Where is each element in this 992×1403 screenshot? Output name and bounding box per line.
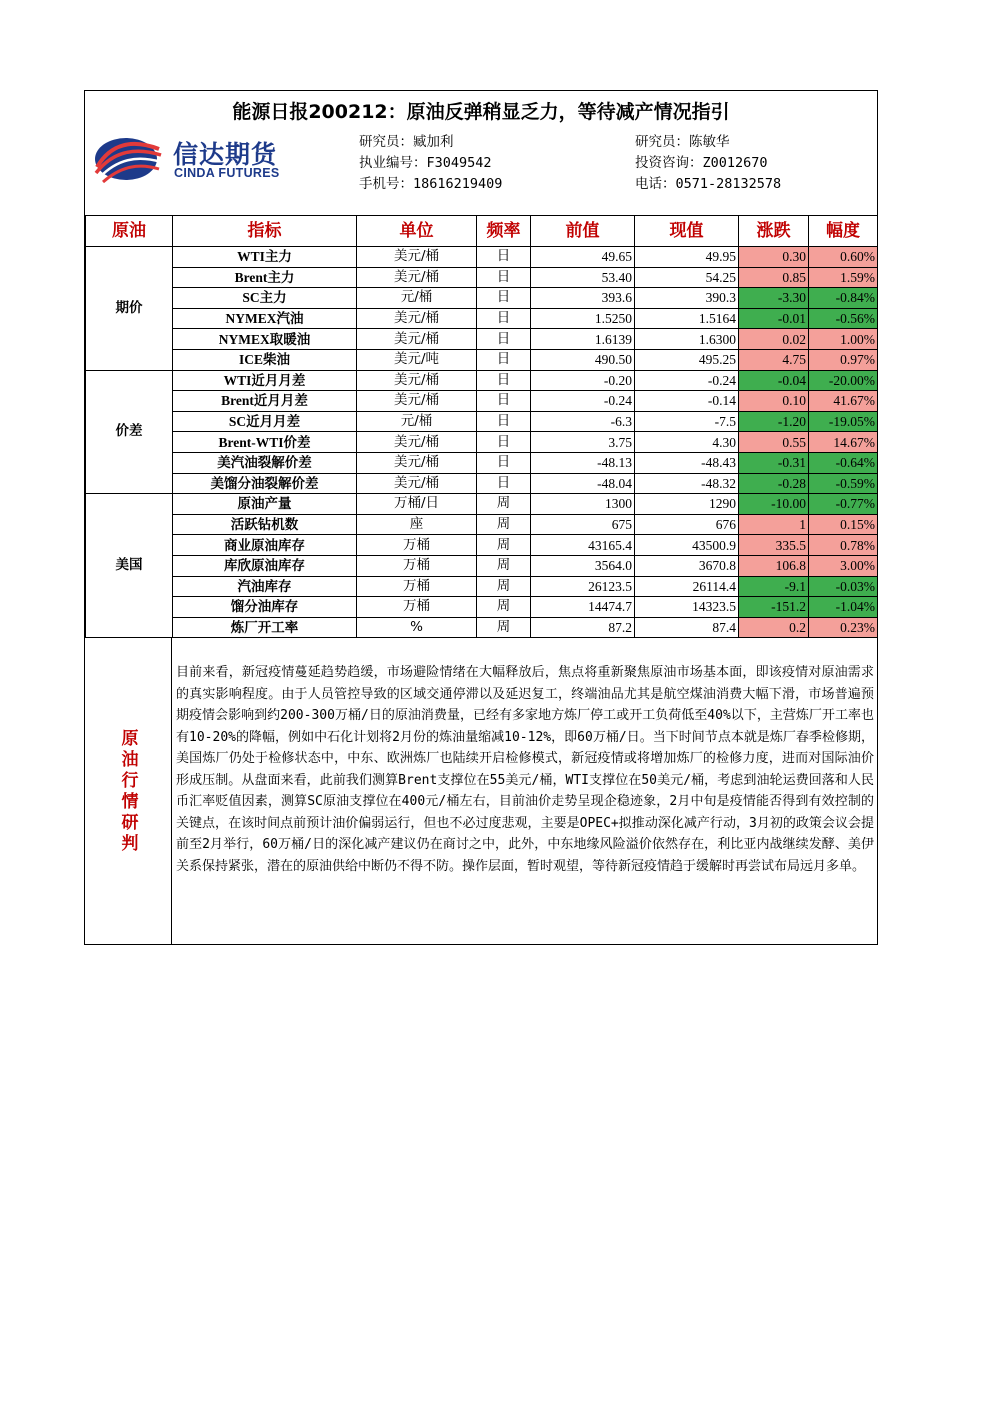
column-header: 现值 <box>635 216 739 247</box>
previous-value: 49.65 <box>531 247 635 268</box>
previous-value: -48.13 <box>531 452 635 473</box>
cinda-logo <box>93 133 303 183</box>
cinda-logo-icon <box>93 133 163 185</box>
change-percent: 1.59% <box>809 267 878 288</box>
current-value: 390.3 <box>635 288 739 309</box>
frequency-cell: 日 <box>477 288 531 309</box>
analyst-license: 投资咨询：Z0012670 <box>635 155 768 171</box>
change-percent: 0.60% <box>809 247 878 268</box>
table-row <box>86 473 878 494</box>
change-percent: 0.23% <box>809 617 878 638</box>
table-row <box>86 597 878 618</box>
previous-value: 87.2 <box>531 617 635 638</box>
previous-value: -0.24 <box>531 391 635 412</box>
unit-cell: 美元/桶 <box>357 308 477 329</box>
current-value: 4.30 <box>635 432 739 453</box>
analyst-phone: 手机号：18616219409 <box>359 176 503 192</box>
unit-cell: 美元/吨 <box>357 349 477 370</box>
change-percent: -0.56% <box>809 308 878 329</box>
unit-cell: 美元/桶 <box>357 473 477 494</box>
unit-cell: 座 <box>357 514 477 535</box>
unit-cell: 万桶 <box>357 597 477 618</box>
change-percent: -19.05% <box>809 411 878 432</box>
frequency-cell: 日 <box>477 473 531 494</box>
frequency-cell: 日 <box>477 411 531 432</box>
unit-cell: 美元/桶 <box>357 329 477 350</box>
table-row <box>86 432 878 453</box>
indicator-name: 美馏分油裂解价差 <box>173 473 357 494</box>
change-percent: -0.64% <box>809 452 878 473</box>
previous-value: 675 <box>531 514 635 535</box>
table-row <box>86 267 878 288</box>
previous-value: 490.50 <box>531 349 635 370</box>
current-value: 676 <box>635 514 739 535</box>
previous-value: 393.6 <box>531 288 635 309</box>
frequency-cell: 周 <box>477 555 531 576</box>
current-value: 43500.9 <box>635 535 739 556</box>
table-row <box>86 247 878 268</box>
change-percent: 0.15% <box>809 514 878 535</box>
table-row <box>86 514 878 535</box>
change-value: 106.8 <box>739 555 809 576</box>
frequency-cell: 日 <box>477 432 531 453</box>
table-row <box>86 391 878 412</box>
previous-value: -0.20 <box>531 370 635 391</box>
unit-cell: 万桶/日 <box>357 494 477 515</box>
group-label: 期价 <box>86 247 173 371</box>
indicator-name: 汽油库存 <box>173 576 357 597</box>
indicator-name: ICE柴油 <box>173 349 357 370</box>
table-row <box>86 349 878 370</box>
change-percent: -20.00% <box>809 370 878 391</box>
table-row <box>86 494 878 515</box>
unit-cell: 美元/桶 <box>357 247 477 268</box>
previous-value: 1.5250 <box>531 308 635 329</box>
table-row <box>86 308 878 329</box>
current-value: 495.25 <box>635 349 739 370</box>
unit-cell: 元/桶 <box>357 411 477 432</box>
change-percent: -0.03% <box>809 576 878 597</box>
market-data-table <box>85 215 878 638</box>
current-value: 87.4 <box>635 617 739 638</box>
indicator-name: 库欣原油库存 <box>173 555 357 576</box>
table-row <box>86 576 878 597</box>
current-value: 14323.5 <box>635 597 739 618</box>
previous-value: -48.04 <box>531 473 635 494</box>
change-value: -3.30 <box>739 288 809 309</box>
column-header: 频率 <box>477 216 531 247</box>
analyst-license: 执业编号：F3049542 <box>359 155 492 171</box>
current-value: -0.14 <box>635 391 739 412</box>
indicator-name: 美汽油裂解价差 <box>173 452 357 473</box>
table-row <box>86 370 878 391</box>
analysis-text: 目前来看，新冠疫情蔓延趋势趋缓，市场避险情绪在大幅释放后，焦点将重新聚焦原油市场基本面，即该疫情对原油需求的真实影响程度。由于人员管控导致的区域交通停滞以及延迟复工，终端油品尤其是航空煤油消费大幅下滑，市场普遍预期疫情会影响到约200-300万桶/日的原油消费量，已经有多家地方炼厂停工或开工负荷低至40%以下，主营炼厂开工率也有10-20%的降幅，例如中石化计划将2月份的炼油量缩减10-12%，即60万桶/日。当下时间节点本就是炼厂春季检修期，美国炼厂仍处于检修状态中，中东、欧洲炼厂也陆续开启检修模式，新冠疫情或将增加炼厂的检修力度，进而对国际油价形成压制。从盘面来看，此前我们测算Brent支撑位在55美元/桶，WTI支撑位在50美元/桶，考虑到油轮运费回落和人民币汇率贬值因素，测算SC原油支撑位在400元/桶左右，目前油价走势呈现企稳迹象，2月中旬是疫情能否得到有效控制的关键点，在该时间点前预计油价偏弱运行，但也不必过度悲观，主要是OPEC+拟推动深化减产行动，3月初的政策会议会提前至2月举行，60万桶/日的深化减产建议仍在商讨之中，此外，中东地缘风险溢价依然存在，利比亚内战继续发酵、美伊关系保持紧张，潜在的原油供给中断仍不得不防。操作层面，暂时观望，等待新冠疫情趋于缓解时再尝试布局远月多单。 <box>176 665 874 874</box>
current-value: 1.6300 <box>635 329 739 350</box>
frequency-cell: 周 <box>477 576 531 597</box>
previous-value: -6.3 <box>531 411 635 432</box>
change-percent: 41.67% <box>809 391 878 412</box>
table-row <box>86 617 878 638</box>
indicator-name: 馏分油库存 <box>173 597 357 618</box>
table-row <box>86 329 878 350</box>
current-value: 49.95 <box>635 247 739 268</box>
group-label: 美国 <box>86 494 173 638</box>
indicator-name: 炼厂开工率 <box>173 617 357 638</box>
change-percent: -0.84% <box>809 288 878 309</box>
change-value: 1 <box>739 514 809 535</box>
frequency-cell: 周 <box>477 494 531 515</box>
frequency-cell: 日 <box>477 452 531 473</box>
previous-value: 53.40 <box>531 267 635 288</box>
analysis-section <box>85 637 877 945</box>
unit-cell: 万桶 <box>357 535 477 556</box>
table-header-row <box>86 216 878 247</box>
table-row <box>86 555 878 576</box>
current-value: -0.24 <box>635 370 739 391</box>
report-title: 能源日报200212：原油反弹稍显乏力，等待减产情况指引 <box>232 101 730 123</box>
change-value: -0.04 <box>739 370 809 391</box>
logo-text-cn: 信达期货 <box>173 140 278 169</box>
current-value: 3670.8 <box>635 555 739 576</box>
analysis-label-cell <box>85 638 172 945</box>
change-percent: -0.77% <box>809 494 878 515</box>
analysis-label: 原油行情研判 <box>117 728 138 855</box>
change-value: 0.85 <box>739 267 809 288</box>
indicator-name: WTI主力 <box>173 247 357 268</box>
unit-cell: 美元/桶 <box>357 432 477 453</box>
current-value: 1.5164 <box>635 308 739 329</box>
change-value: 4.75 <box>739 349 809 370</box>
previous-value: 43165.4 <box>531 535 635 556</box>
change-percent: 0.78% <box>809 535 878 556</box>
table-row <box>86 535 878 556</box>
unit-cell: % <box>357 617 477 638</box>
group-label: 价差 <box>86 370 173 494</box>
frequency-cell: 周 <box>477 597 531 618</box>
indicator-name: SC主力 <box>173 288 357 309</box>
indicator-name: Brent-WTI价差 <box>173 432 357 453</box>
analyst-name: 研究员：陈敏华 <box>635 134 730 150</box>
unit-cell: 美元/桶 <box>357 391 477 412</box>
current-value: 1290 <box>635 494 739 515</box>
indicator-name: WTI近月月差 <box>173 370 357 391</box>
change-value: -0.31 <box>739 452 809 473</box>
previous-value: 1300 <box>531 494 635 515</box>
change-value: -9.1 <box>739 576 809 597</box>
indicator-name: 活跃钻机数 <box>173 514 357 535</box>
frequency-cell: 日 <box>477 391 531 412</box>
frequency-cell: 周 <box>477 514 531 535</box>
current-value: -7.5 <box>635 411 739 432</box>
change-value: 0.2 <box>739 617 809 638</box>
indicator-name: Brent主力 <box>173 267 357 288</box>
frequency-cell: 周 <box>477 535 531 556</box>
indicator-name: NYMEX取暖油 <box>173 329 357 350</box>
change-percent: 3.00% <box>809 555 878 576</box>
change-value: 0.55 <box>739 432 809 453</box>
current-value: 26114.4 <box>635 576 739 597</box>
unit-cell: 美元/桶 <box>357 267 477 288</box>
indicator-name: Brent近月月差 <box>173 391 357 412</box>
previous-value: 14474.7 <box>531 597 635 618</box>
analyst-name: 研究员：臧加利 <box>359 134 454 150</box>
change-value: -0.28 <box>739 473 809 494</box>
current-value: -48.32 <box>635 473 739 494</box>
change-value: 0.02 <box>739 329 809 350</box>
column-header: 原油 <box>86 216 173 247</box>
table-row <box>86 452 878 473</box>
table-body <box>86 247 878 638</box>
analyst-info-right <box>635 132 781 195</box>
frequency-cell: 日 <box>477 329 531 350</box>
change-value: 0.30 <box>739 247 809 268</box>
table-row <box>86 288 878 309</box>
change-percent: -1.04% <box>809 597 878 618</box>
previous-value: 1.6139 <box>531 329 635 350</box>
indicator-name: NYMEX汽油 <box>173 308 357 329</box>
frequency-cell: 日 <box>477 247 531 268</box>
indicator-name: 原油产量 <box>173 494 357 515</box>
previous-value: 3.75 <box>531 432 635 453</box>
frequency-cell: 日 <box>477 308 531 329</box>
change-value: -0.01 <box>739 308 809 329</box>
unit-cell: 万桶 <box>357 576 477 597</box>
previous-value: 3564.0 <box>531 555 635 576</box>
frequency-cell: 日 <box>477 370 531 391</box>
column-header: 幅度 <box>809 216 878 247</box>
current-value: 54.25 <box>635 267 739 288</box>
change-percent: 0.97% <box>809 349 878 370</box>
analyst-phone: 电话：0571-28132578 <box>635 176 782 192</box>
table-row <box>86 411 878 432</box>
unit-cell: 美元/桶 <box>357 370 477 391</box>
change-percent: -0.59% <box>809 473 878 494</box>
change-value: 335.5 <box>739 535 809 556</box>
column-header: 单位 <box>357 216 477 247</box>
unit-cell: 美元/桶 <box>357 452 477 473</box>
change-value: -151.2 <box>739 597 809 618</box>
column-header: 涨跌 <box>739 216 809 247</box>
change-percent: 1.00% <box>809 329 878 350</box>
frequency-cell: 日 <box>477 349 531 370</box>
change-value: -10.00 <box>739 494 809 515</box>
logo-text-en: CINDA FUTURES <box>174 166 280 180</box>
unit-cell: 元/桶 <box>357 288 477 309</box>
column-header: 指标 <box>173 216 357 247</box>
previous-value: 26123.5 <box>531 576 635 597</box>
unit-cell: 万桶 <box>357 555 477 576</box>
change-value: 0.10 <box>739 391 809 412</box>
frequency-cell: 日 <box>477 267 531 288</box>
report-frame <box>84 90 878 945</box>
analyst-info-left <box>359 132 502 195</box>
frequency-cell: 周 <box>477 617 531 638</box>
indicator-name: 商业原油库存 <box>173 535 357 556</box>
indicator-name: SC近月月差 <box>173 411 357 432</box>
column-header: 前值 <box>531 216 635 247</box>
change-percent: 14.67% <box>809 432 878 453</box>
change-value: -1.20 <box>739 411 809 432</box>
current-value: -48.43 <box>635 452 739 473</box>
